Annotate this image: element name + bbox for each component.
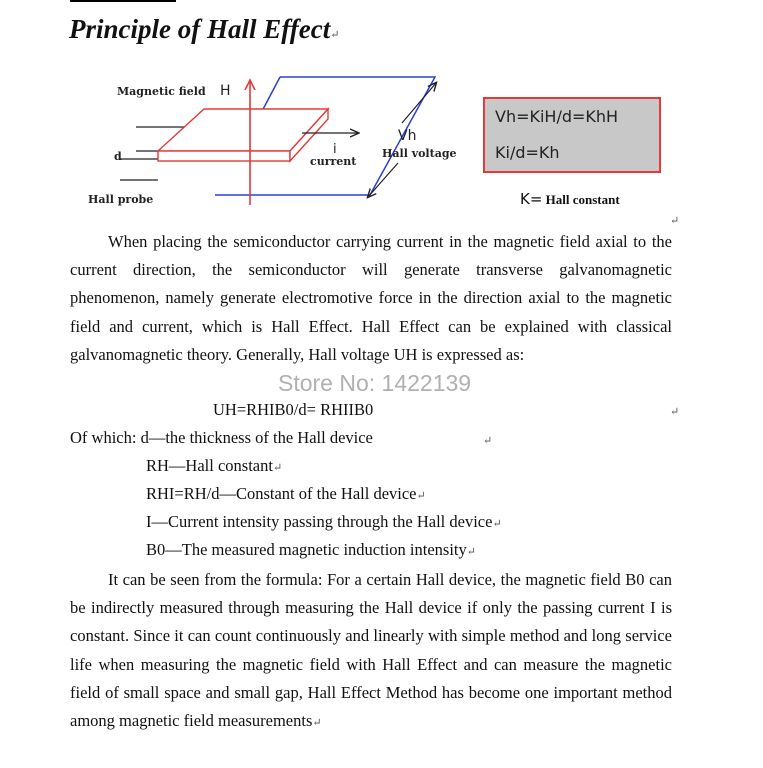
paragraph-conclusion: It can be seen from the formula: For a certain Hall device, the magnetic field B0 can be indirectly measured through measuring the Hall device if only the passing current I is constant. Since it can count continuously and linearly with simple method and long service life when measuring the magnetic field with Hall Effect and can measure the magnetic field of small space and small gap, Hall Effect Method has become one important method among magnetic field measurements↵	[70, 570, 672, 731]
top-rule	[70, 0, 176, 2]
hall-probe-label: Hall probe	[88, 193, 154, 206]
k-letter: K=	[520, 190, 543, 208]
page-title: Principle of Hall Effect↵	[69, 14, 340, 44]
paragraph-mark: ↵	[670, 215, 680, 227]
semiconductor-slab-front	[158, 151, 290, 161]
paragraph-mark: ↵	[330, 29, 340, 41]
paragraph-intro: When placing the semiconductor carrying current in the magnetic field axial to the current direction, the semiconductor will generate transverse galvanomagnetic phenomenon, namely generate electromotive force in the direction axial to the magnetic field and current, which is Hall Effect. Hall Effect can be explained with classical galvanomagnetic theory. Generally, Hall voltage UH is expressed as:	[70, 232, 672, 364]
formula-line-2: Ki/d=Kh	[495, 143, 560, 162]
definition-rhi: RHI=RH/d—Constant of the Hall device↵	[146, 484, 426, 503]
d-label: d	[114, 150, 122, 163]
h-label: H	[220, 83, 231, 99]
magnetic-field-label: Magnetic field	[117, 85, 206, 98]
hall-constant-text: Hall constant	[545, 192, 620, 207]
paragraph-mark: ↵	[483, 435, 493, 447]
definition-rh: RH—Hall constant↵	[146, 456, 283, 475]
of-which-line: Of which: d—the thickness of the Hall device	[70, 428, 373, 447]
definition-b0: B0—The measured magnetic induction intensity↵	[146, 540, 476, 559]
i-label: i	[333, 142, 337, 157]
formula-line-1: Vh=KiH/d=KhH	[495, 107, 619, 126]
definition-current: I—Current intensity passing through the Hall device↵	[146, 512, 502, 531]
hall-voltage-arrow-up	[402, 83, 436, 123]
hall-effect-diagram	[80, 65, 480, 215]
hall-voltage-arrow-down	[368, 163, 398, 197]
store-watermark: Store No: 1422139	[278, 370, 472, 396]
hall-voltage-formula: UH=RHIB0/d= RHIIB0	[213, 400, 374, 419]
hall-constant-note	[520, 190, 620, 208]
vh-label: Vh	[398, 128, 417, 144]
hall-formula-box	[483, 97, 661, 173]
current-label: current	[310, 155, 357, 168]
hall-voltage-label: Hall voltage	[382, 147, 457, 160]
paragraph-mark: ↵	[670, 406, 680, 418]
